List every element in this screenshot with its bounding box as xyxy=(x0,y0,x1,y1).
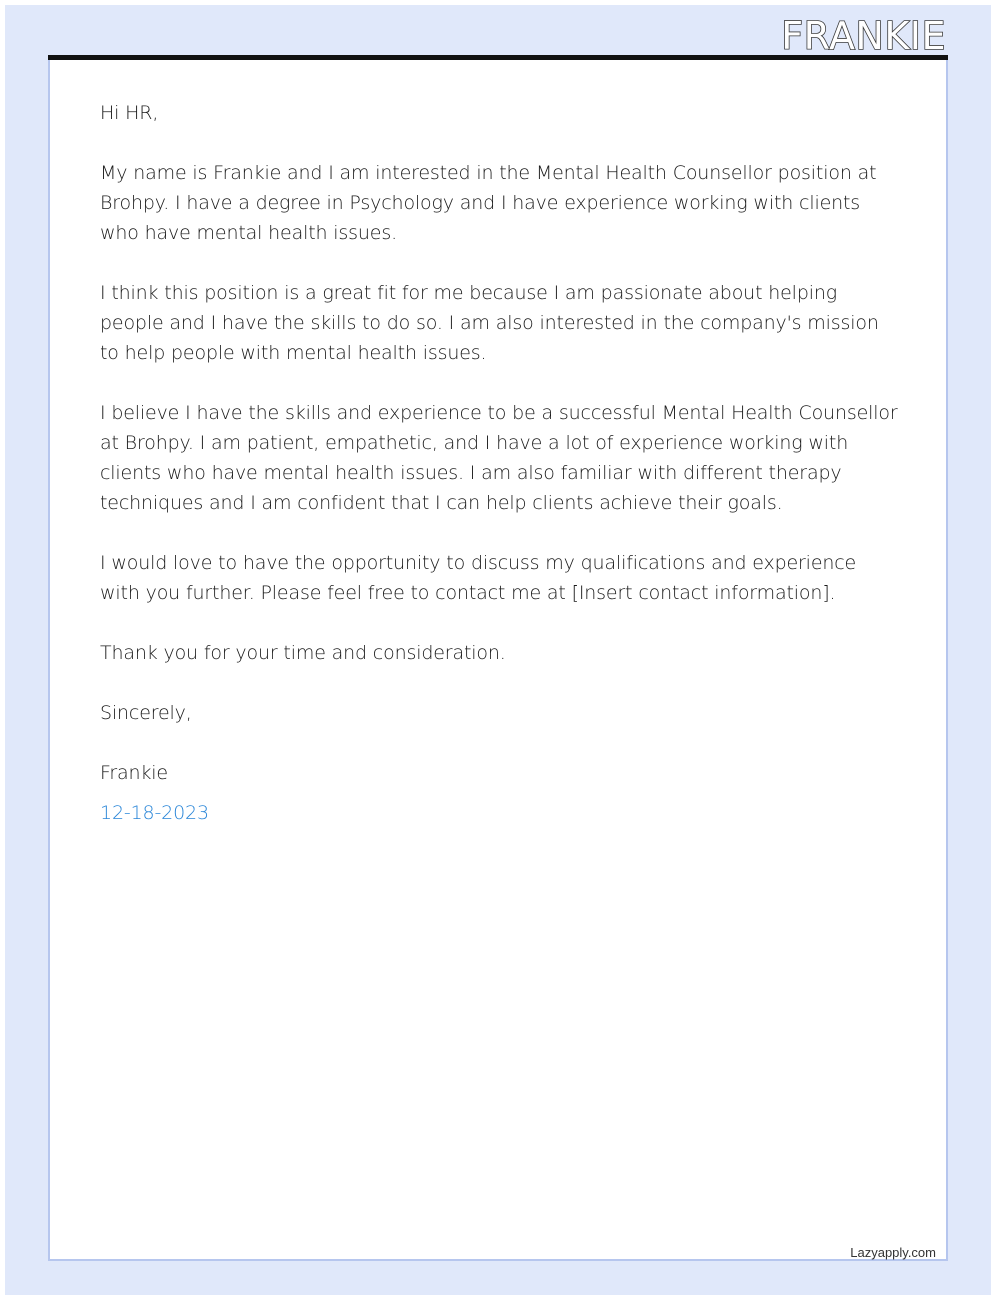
applicant-name-header: FRANKIE xyxy=(781,14,946,58)
paragraph-introduction: My name is Frankie and I am interested in the Mental Health Counsellor position at Brohpy. I have a degree in Psychology and I have experience working with clients who have mental health issues. xyxy=(100,162,877,244)
signature: Frankie xyxy=(100,762,168,784)
closing: Sincerely, xyxy=(100,702,192,724)
letter-date: 12-18-2023 xyxy=(100,802,209,824)
paragraph-qualifications: I believe I have the skills and experience to be a successful Mental Health Counsellor at Brohpy. I am patient, empathetic, and I have a lot of experience working with clients who have mental health issues. I am also familiar with different therapy techniques and I am confident that I can help clients achieve their goals. xyxy=(100,402,898,514)
greeting: Hi HR, xyxy=(100,102,159,124)
paragraph-thanks: Thank you for your time and consideration. xyxy=(100,642,506,664)
cover-letter-body xyxy=(100,98,900,858)
paragraph-fit: I think this position is a great fit for me because I am passionate about helping people and I have the skills to do so. I am also interested in the company's mission to help people with mental health issues. xyxy=(100,282,879,364)
footer-watermark: Lazyapply.com xyxy=(850,1245,936,1260)
paragraph-contact: I would love to have the opportunity to discuss my qualifications and experience with you further. Please feel free to contact me at [Insert contact information]. xyxy=(100,552,857,604)
